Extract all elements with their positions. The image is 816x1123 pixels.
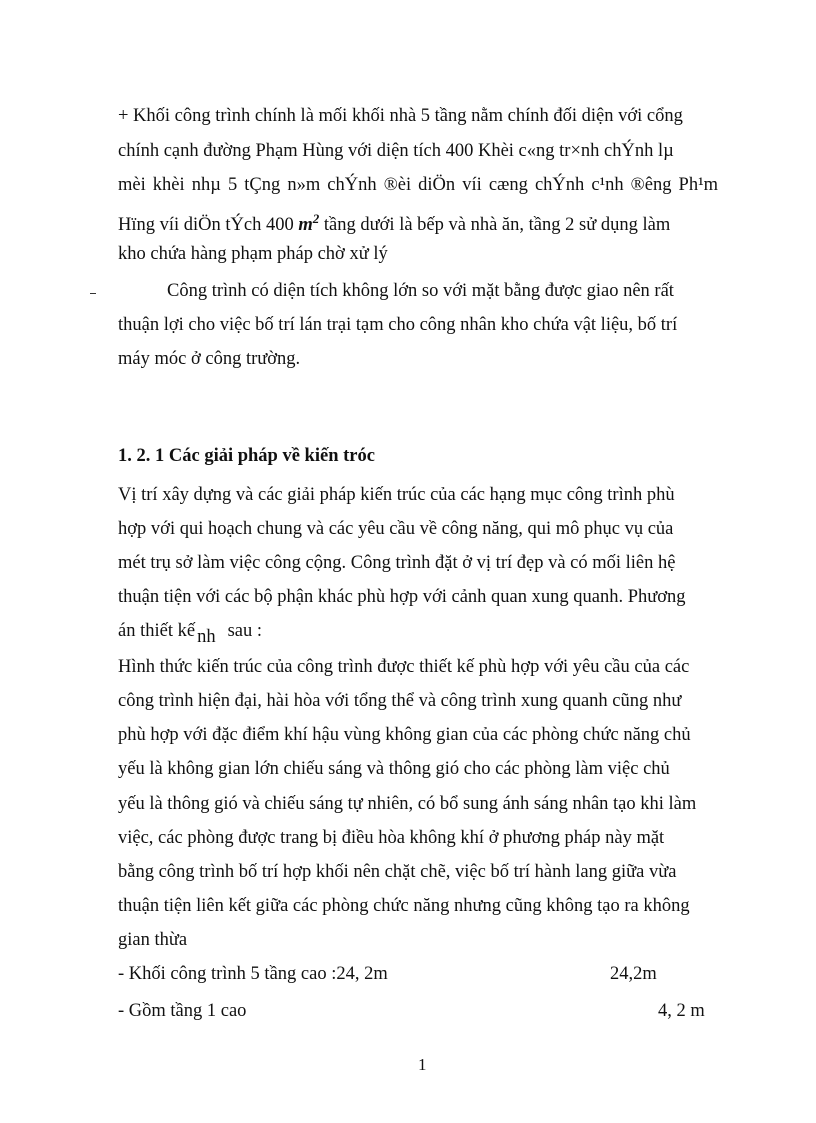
paragraph4-line8: thuận tiện liên kết giữa các phòng chức năng nhưng cũng không tạo ra không [118, 896, 690, 916]
paragraph3-line3: mét trụ sở làm việc công cộng. Công trình đặt ở vị trí đẹp và có mối liên hệ [118, 553, 676, 573]
paragraph4-line7: bằng công trình bố trí hợp khối nên chặt chẽ, việc bố trí hành lang giữa vừa [118, 862, 677, 882]
list-item-label: - Khối công trình 5 tầng cao :24, 2m [118, 964, 388, 984]
paragraph1-line2: chính cạnh đường Phạm Hùng với diện tích 400 Khèi c«ng tr×nh chÝnh lµ [118, 141, 674, 161]
margin-dash-mark [90, 293, 96, 294]
paragraph2-line1: Công trình có diện tích không lớn so với mặt bằng được giao nên rất [167, 281, 674, 301]
paragraph3-line4: thuận tiện với các bộ phận khác phù hợp với cảnh quan xung quanh. Phương [118, 587, 686, 607]
paragraph1-line4-text-b: tầng dưới là bếp và nhà ăn, tầng 2 sử dụng làm [319, 215, 671, 236]
paragraph4-line1: Hình thức kiến trúc của công trình được thiết kế phù hợp với yêu cầu của các [118, 657, 690, 677]
paragraph2-line3: máy móc ở công trường. [118, 349, 301, 369]
paragraph2-line2: thuận lợi cho việc bố trí lán trại tạm cho công nhân kho chứa vật liệu, bố trí [118, 315, 678, 335]
list-item-value: 4, 2 m [658, 1001, 705, 1021]
paragraph3-line2: hợp với qui hoạch chung và các yêu cầu về công năng, qui mô phục vụ của [118, 519, 674, 539]
paragraph1-line4 [118, 208, 670, 236]
list-item-label: - Gồm tầng 1 cao [118, 1001, 247, 1021]
paragraph3-line5 [118, 620, 262, 647]
paragraph3-line1: Vị trí xây dựng và các giải pháp kiến trúc của các hạng mục công trình phù [118, 485, 675, 505]
paragraph1-line4-text-a: Hïng víi diÖn tÝch 400 [118, 215, 299, 236]
area-unit-exponent: 2 [312, 211, 320, 226]
paragraph1-line1: + Khối công trình chính là mối khối nhà 5 tầng nằm chính đối diện với cổng [118, 106, 683, 126]
paragraph4-line6: việc, các phòng được trang bị điều hòa không khí ở phương pháp này mặt [118, 828, 665, 848]
paragraph3-line5-text-b: sau : [227, 621, 262, 641]
page-number: 1 [418, 1055, 427, 1074]
paragraph3-line5-subscript: nh [197, 627, 216, 647]
section-heading: 1. 2. 1 Các giải pháp về kiến tróc [118, 446, 375, 466]
paragraph4-line5: yếu là thông gió và chiếu sáng tự nhiên, có bổ sung ánh sáng nhân tạo khi làm [118, 794, 697, 814]
paragraph1-line5: kho chứa hàng phạm pháp chờ xử lý [118, 244, 388, 264]
area-unit-base: m [298, 215, 313, 236]
paragraph4-line2: công trình hiện đại, hài hòa với tổng thể và công trình xung quanh cũng như [118, 691, 682, 711]
paragraph1-line3: mèi khèi nhµ 5 tÇng n»m chÝnh ®èi diÖn víi cæng chÝnh c¹nh ®êng Ph¹m [118, 175, 718, 195]
paragraph4-line3: phù hợp với đặc điểm khí hậu vùng không gian của các phòng chức năng chủ [118, 725, 691, 745]
list-item-value: 24,2m [610, 964, 657, 984]
paragraph3-line5-text-a: án thiết kế [118, 621, 196, 641]
paragraph4-line9: gian thừa [118, 930, 188, 950]
paragraph4-line4: yếu là không gian lớn chiếu sáng và thông gió cho các phòng làm việc chủ [118, 759, 670, 779]
